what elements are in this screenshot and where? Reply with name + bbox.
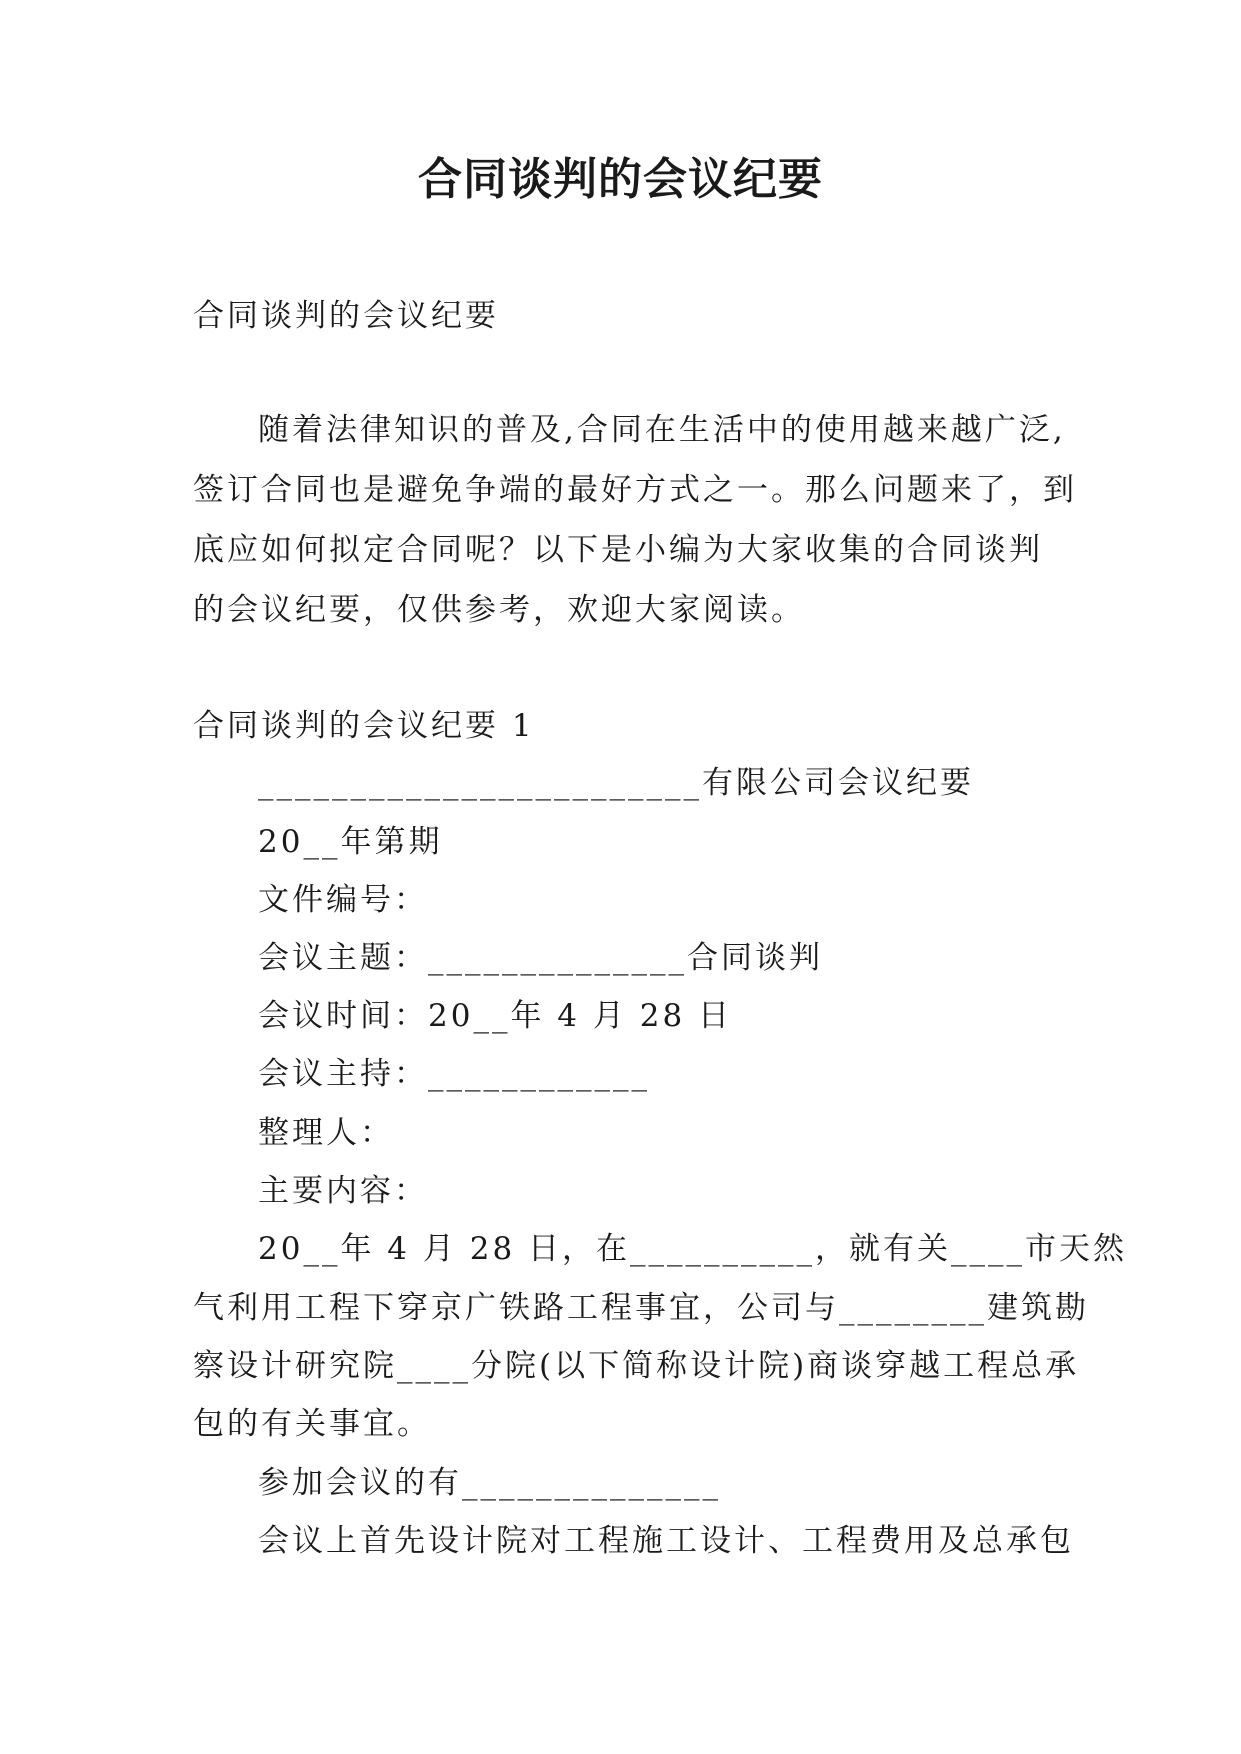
doc-number-line: 文件编号： [258, 882, 428, 918]
body-para1-line-2: 气利用工程下穿京广铁路工程事宜，公司与________建筑勘 [193, 1290, 1089, 1326]
section-heading: 合同谈判的会议纪要 1 [193, 708, 535, 744]
body-para1-line-4: 包的有关事宜。 [193, 1406, 431, 1442]
main-content-label: 主要内容： [258, 1173, 428, 1209]
recorder-line: 整理人： [258, 1115, 394, 1151]
meeting-topic-line: 会议主题：______________合同谈判 [258, 940, 823, 976]
intro-line-4: 的会议纪要，仅供参考，欢迎大家阅读。 [193, 592, 805, 628]
body-para1-line-3: 察设计研究院____分院(以下简称设计院)商谈穿越工程总承 [193, 1348, 1080, 1384]
body-para2-line-1: 会议上首先设计院对工程施工设计、工程费用及总承包 [258, 1523, 1074, 1559]
intro-line-2: 签订合同也是避免争端的最好方式之一。那么问题来了，到 [193, 472, 1077, 508]
intro-line-3: 底应如何拟定合同呢？以下是小编为大家收集的合同谈判 [193, 532, 1043, 568]
attendees-line: 参加会议的有______________ [258, 1465, 721, 1501]
meeting-time-line: 会议时间：20__年 4 月 28 日 [258, 998, 733, 1034]
company-line: ________________________有限公司会议纪要 [258, 765, 974, 801]
document-subtitle: 合同谈判的会议纪要 [193, 298, 499, 334]
document-title: 合同谈判的会议纪要 [418, 154, 823, 205]
meeting-host-line: 会议主持：____________ [258, 1056, 650, 1092]
issue-line: 20__年第期 [258, 824, 443, 860]
body-para1-line-1: 20__年 4 月 28 日，在__________，就有关____市天然 [258, 1231, 1128, 1267]
intro-line-1: 随着法律知识的普及,合同在生活中的使用越来越广泛, [258, 412, 1066, 448]
